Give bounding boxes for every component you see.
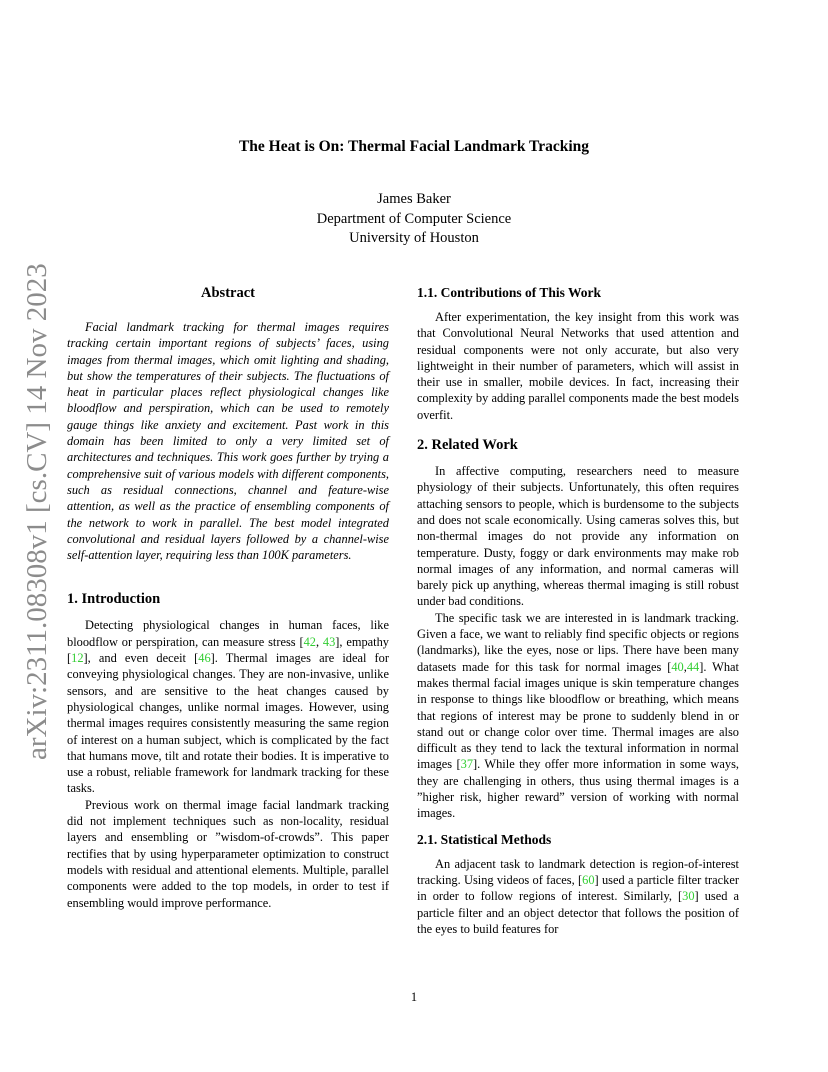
abstract-text: Facial landmark tracking for thermal images requires tracking certain important regions of subjects’ faces, using images from thermal images, which omit lighting and shading, but show the temperatures of their subjects. The fluctuations of heat in particular places reflect physiological changes like bloodflow and perspiration, which can be used to remotely gauge things like anxiety and excitement. Past work in this domain has been limited to only a very limited set of architectures and techniques. This work goes further by trying a comprehensive suit of various models with different components, such as residual connections, channel and feature-wise attention, as well as the practice of ensembling components of the network to work in parallel. The best model integrated convolutional and residual layers followed by a channel-wise self-attention layer, requiring less than 100K parameters. <box>67 320 389 563</box>
paper-title: The Heat is On: Thermal Facial Landmark Tracking <box>238 138 590 155</box>
introduction-paragraph-2: Previous work on thermal image facial landmark tracking did not implement techniques such as non-locality, residual layers and ensembling or ”wisdom-of-crowds”. This paper rectifies that by using hyperparameter optimization to construct models with residual and attentional elements. Multiple, parallel components were added to the top models, in order to test if ensembling would improve performance. <box>67 797 389 910</box>
contributions-text: After experimentation, the key insight from this work was that Convolutional Neural Networks that used attention and residual components were not only accurate, but also very lightweight in their number of parameters, which will assist in their use in smaller, mobile devices. In fact, increasing their complexity by adding parallel components made the best models overfit. <box>417 310 739 422</box>
citation-link[interactable]: 44 <box>686 659 700 674</box>
related-work-paragraph-2: The specific task we are interested in is landmark tracking. Given a face, we want to reliably find specific objects or regions (landmarks), like the eyes, nose or lips. There have been many datasets made for this task for normal images [40,44]. What makes thermal facial images unique is skin temperature changes in response to things like bloodflow or breathing, which means that regions of interest may be prone to suddenly blend in or stand out or change color over time. Thermal images are also difficult as they tend to lack the textural information in normal images [37]. While they offer more information in some ways, they are challenging in others, thus using thermal images is a ”higher risk, higher reward” version of working with normal images. <box>417 610 739 821</box>
statistical-methods-text: An adjacent task to landmark detection is region-of-interest tracking. Using videos of faces, [60] used a particle filter tracker in order to follow regions of interest. Similarly, [30] used a particle filter and an object detector that follows the position of the eyes to build features for <box>417 856 739 936</box>
arxiv-stamp <box>21 263 55 760</box>
left-column <box>67 283 389 911</box>
contributions-heading: 1.1. Contributions of This Work <box>417 285 602 300</box>
citation-link[interactable]: 30 <box>682 889 695 904</box>
citation-link[interactable]: 40 <box>671 659 684 674</box>
citation-link[interactable]: 42 <box>303 634 316 649</box>
statistical-methods-heading: 2.1. Statistical Methods <box>417 831 552 847</box>
abstract-heading: Abstract <box>201 285 255 301</box>
related-work-paragraph-1: In affective computing, researchers need to measure physiology of their subjects. Unfortunately, this often requires attaching sensors to people, which is burdensome to the subjects and does not scale economically. Using cameras solves this, but non-thermal images do not provide any information on temperature. Dusty, foggy or dark environments may make rob normal images of any information, and normal cameras will barely pick up anything, whereas thermal imaging is still robust under bad conditions. <box>417 464 739 609</box>
author-university: University of Houston <box>349 230 479 246</box>
author-department: Department of Computer Science <box>316 210 512 227</box>
related-work-heading: 2. Related Work <box>417 437 518 454</box>
citation-link[interactable]: 43 <box>322 634 336 649</box>
page-number: 1 <box>410 990 418 1004</box>
introduction-heading: 1. Introduction <box>67 591 161 608</box>
citation-link[interactable]: 60 <box>582 872 595 887</box>
citation-link[interactable]: 37 <box>460 757 474 772</box>
right-column <box>417 283 739 937</box>
author-block <box>0 190 828 249</box>
author-name: James Baker <box>377 191 451 207</box>
arxiv-stamp-text: arXiv:2311.08308v1 [cs.CV] 14 Nov 2023 <box>21 263 53 760</box>
citation-link[interactable]: 46 <box>198 651 211 666</box>
citation-link[interactable]: 12 <box>71 651 84 666</box>
introduction-paragraph-1: Detecting physiological changes in human faces, like bloodflow or perspiration, can measure stress [42, 43], empathy [12], and even deceit [46]. Thermal images are ideal for conveying physiological changes. They are non-invasive, unlike sensors, and are sensitive to the heat changes caused by physiological changes, unlike normal images. However, using thermal images requires consistently measuring the same region of interest on a human subject, which is complicated by the fact that humans move, tilt and rotate their bodies. It is imperative to use a robust, reliable framework for landmark tracking for these tasks. <box>67 618 389 796</box>
